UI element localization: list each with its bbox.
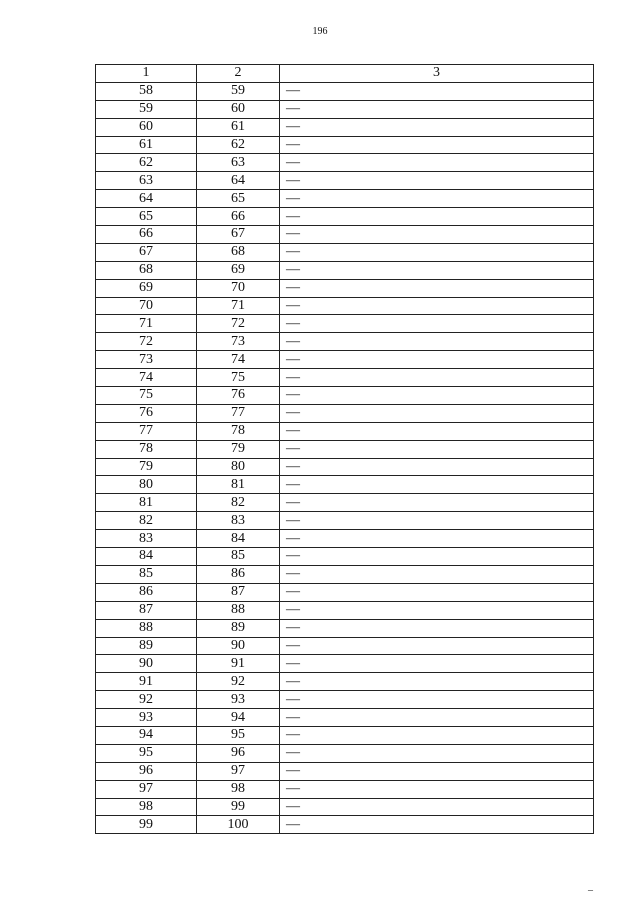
table-cell-col1: 76	[96, 404, 197, 422]
table-row	[96, 118, 594, 136]
table-row	[96, 726, 594, 744]
table-cell-col2: 77	[197, 404, 280, 422]
table-cell-col2: 71	[197, 297, 280, 315]
table-cell-col1: 73	[96, 351, 197, 369]
table-row	[96, 673, 594, 691]
table-row	[96, 154, 594, 172]
column-header-2: 2	[197, 65, 280, 83]
table-cell-col3: —	[280, 709, 594, 727]
table-cell-col1: 81	[96, 494, 197, 512]
table-cell-col3: —	[280, 476, 594, 494]
table-cell-col2: 94	[197, 709, 280, 727]
table-cell-col1: 88	[96, 619, 197, 637]
table-row	[96, 208, 594, 226]
table-cell-col3: —	[280, 637, 594, 655]
table-cell-col3: —	[280, 190, 594, 208]
table-row	[96, 387, 594, 405]
column-header-3: 3	[280, 65, 594, 83]
table-cell-col2: 98	[197, 780, 280, 798]
table-row	[96, 261, 594, 279]
table-row	[96, 780, 594, 798]
table-cell-col1: 94	[96, 726, 197, 744]
table-row	[96, 351, 594, 369]
table-cell-col3: —	[280, 404, 594, 422]
table-cell-col3: —	[280, 243, 594, 261]
table-cell-col2: 100	[197, 816, 280, 834]
table-row	[96, 333, 594, 351]
table-cell-col2: 87	[197, 583, 280, 601]
table-cell-col2: 63	[197, 154, 280, 172]
table-row	[96, 512, 594, 530]
table-row	[96, 494, 594, 512]
table-cell-col1: 65	[96, 208, 197, 226]
table-cell-col3: —	[280, 297, 594, 315]
table-cell-col3: —	[280, 673, 594, 691]
table-cell-col3: —	[280, 619, 594, 637]
table-cell-col2: 65	[197, 190, 280, 208]
table-cell-col2: 62	[197, 136, 280, 154]
table-cell-col3: —	[280, 100, 594, 118]
table-row	[96, 565, 594, 583]
table-cell-col1: 86	[96, 583, 197, 601]
table-cell-col2: 70	[197, 279, 280, 297]
table-row	[96, 82, 594, 100]
table-cell-col1: 97	[96, 780, 197, 798]
table-header-row	[96, 65, 594, 83]
table-cell-col3: —	[280, 726, 594, 744]
table-row	[96, 404, 594, 422]
table-row	[96, 100, 594, 118]
table-cell-col2: 86	[197, 565, 280, 583]
table-cell-col1: 96	[96, 762, 197, 780]
table-row	[96, 798, 594, 816]
table-cell-col2: 80	[197, 458, 280, 476]
table-cell-col1: 93	[96, 709, 197, 727]
table-cell-col3: —	[280, 333, 594, 351]
table-row	[96, 709, 594, 727]
table-cell-col1: 83	[96, 530, 197, 548]
table-cell-col2: 97	[197, 762, 280, 780]
table-body	[96, 82, 594, 833]
table-row	[96, 190, 594, 208]
table-cell-col2: 79	[197, 440, 280, 458]
table-cell-col1: 82	[96, 512, 197, 530]
table-cell-col1: 77	[96, 422, 197, 440]
table-row	[96, 458, 594, 476]
table-row	[96, 136, 594, 154]
table-cell-col2: 60	[197, 100, 280, 118]
table-cell-col1: 99	[96, 816, 197, 834]
table-cell-col1: 85	[96, 565, 197, 583]
table-cell-col3: —	[280, 351, 594, 369]
table-cell-col1: 92	[96, 691, 197, 709]
table-cell-col3: —	[280, 261, 594, 279]
table-cell-col2: 73	[197, 333, 280, 351]
table-cell-col2: 75	[197, 369, 280, 387]
table-row	[96, 279, 594, 297]
page-number: 196	[312, 26, 328, 37]
table-row	[96, 762, 594, 780]
table-cell-col1: 60	[96, 118, 197, 136]
table-row	[96, 637, 594, 655]
table-row	[96, 226, 594, 244]
table-cell-col3: —	[280, 762, 594, 780]
table-cell-col1: 72	[96, 333, 197, 351]
table-cell-col1: 67	[96, 243, 197, 261]
table-cell-col3: —	[280, 82, 594, 100]
table-row	[96, 476, 594, 494]
table-cell-col2: 61	[197, 118, 280, 136]
table-cell-col3: —	[280, 440, 594, 458]
table-cell-col1: 91	[96, 673, 197, 691]
table-cell-col3: —	[280, 601, 594, 619]
table-cell-col3: —	[280, 530, 594, 548]
table-cell-col2: 76	[197, 387, 280, 405]
table-cell-col1: 75	[96, 387, 197, 405]
table-cell-col3: —	[280, 118, 594, 136]
table-cell-col1: 98	[96, 798, 197, 816]
table-cell-col2: 99	[197, 798, 280, 816]
table-cell-col3: —	[280, 798, 594, 816]
table-row	[96, 440, 594, 458]
data-table	[95, 64, 594, 834]
table-cell-col1: 59	[96, 100, 197, 118]
table-cell-col2: 90	[197, 637, 280, 655]
table-row	[96, 601, 594, 619]
table-cell-col3: —	[280, 565, 594, 583]
table-cell-col2: 72	[197, 315, 280, 333]
table-cell-col2: 59	[197, 82, 280, 100]
table-cell-col1: 69	[96, 279, 197, 297]
table-row	[96, 315, 594, 333]
table-cell-col1: 63	[96, 172, 197, 190]
table-row	[96, 530, 594, 548]
table-cell-col1: 79	[96, 458, 197, 476]
table-cell-col3: —	[280, 208, 594, 226]
table-cell-col1: 74	[96, 369, 197, 387]
column-header-1: 1	[96, 65, 197, 83]
table-cell-col3: —	[280, 691, 594, 709]
table-row	[96, 243, 594, 261]
table-cell-col1: 89	[96, 637, 197, 655]
table-cell-col2: 64	[197, 172, 280, 190]
table-cell-col2: 78	[197, 422, 280, 440]
table-cell-col2: 92	[197, 673, 280, 691]
table-row	[96, 369, 594, 387]
table-cell-col3: —	[280, 494, 594, 512]
table-cell-col1: 58	[96, 82, 197, 100]
table-cell-col3: —	[280, 816, 594, 834]
table-cell-col3: —	[280, 387, 594, 405]
table-row	[96, 744, 594, 762]
table-cell-col3: —	[280, 315, 594, 333]
table-cell-col3: —	[280, 279, 594, 297]
bottom-mark: –	[588, 885, 593, 896]
table-cell-col1: 70	[96, 297, 197, 315]
table-row	[96, 619, 594, 637]
table-cell-col1: 71	[96, 315, 197, 333]
table-cell-col3: —	[280, 369, 594, 387]
table-cell-col3: —	[280, 226, 594, 244]
table-cell-col2: 81	[197, 476, 280, 494]
table-cell-col2: 91	[197, 655, 280, 673]
table-cell-col1: 68	[96, 261, 197, 279]
table-cell-col3: —	[280, 512, 594, 530]
table-cell-col2: 96	[197, 744, 280, 762]
table-cell-col2: 85	[197, 548, 280, 566]
table-cell-col3: —	[280, 422, 594, 440]
table-row	[96, 816, 594, 834]
table-cell-col3: —	[280, 655, 594, 673]
table-cell-col2: 88	[197, 601, 280, 619]
table-cell-col2: 89	[197, 619, 280, 637]
table-cell-col1: 64	[96, 190, 197, 208]
table-row	[96, 422, 594, 440]
table-cell-col1: 84	[96, 548, 197, 566]
table-cell-col1: 90	[96, 655, 197, 673]
table-cell-col1: 66	[96, 226, 197, 244]
table-row	[96, 548, 594, 566]
table-cell-col1: 87	[96, 601, 197, 619]
table-cell-col3: —	[280, 780, 594, 798]
table-cell-col2: 84	[197, 530, 280, 548]
table-cell-col3: —	[280, 548, 594, 566]
table-row	[96, 691, 594, 709]
table-cell-col3: —	[280, 583, 594, 601]
table-cell-col3: —	[280, 172, 594, 190]
table-cell-col2: 93	[197, 691, 280, 709]
table-cell-col2: 95	[197, 726, 280, 744]
table-cell-col2: 82	[197, 494, 280, 512]
table-cell-col1: 62	[96, 154, 197, 172]
table-cell-col3: —	[280, 458, 594, 476]
table-row	[96, 172, 594, 190]
table-row	[96, 297, 594, 315]
table-cell-col3: —	[280, 154, 594, 172]
table-cell-col2: 69	[197, 261, 280, 279]
table-cell-col1: 95	[96, 744, 197, 762]
table-cell-col3: —	[280, 136, 594, 154]
table-row	[96, 583, 594, 601]
table-cell-col1: 78	[96, 440, 197, 458]
table-cell-col1: 80	[96, 476, 197, 494]
table-cell-col2: 66	[197, 208, 280, 226]
table-cell-col1: 61	[96, 136, 197, 154]
table-cell-col2: 83	[197, 512, 280, 530]
table-row	[96, 655, 594, 673]
table-cell-col2: 67	[197, 226, 280, 244]
table-cell-col2: 74	[197, 351, 280, 369]
table-cell-col3: —	[280, 744, 594, 762]
table-cell-col2: 68	[197, 243, 280, 261]
